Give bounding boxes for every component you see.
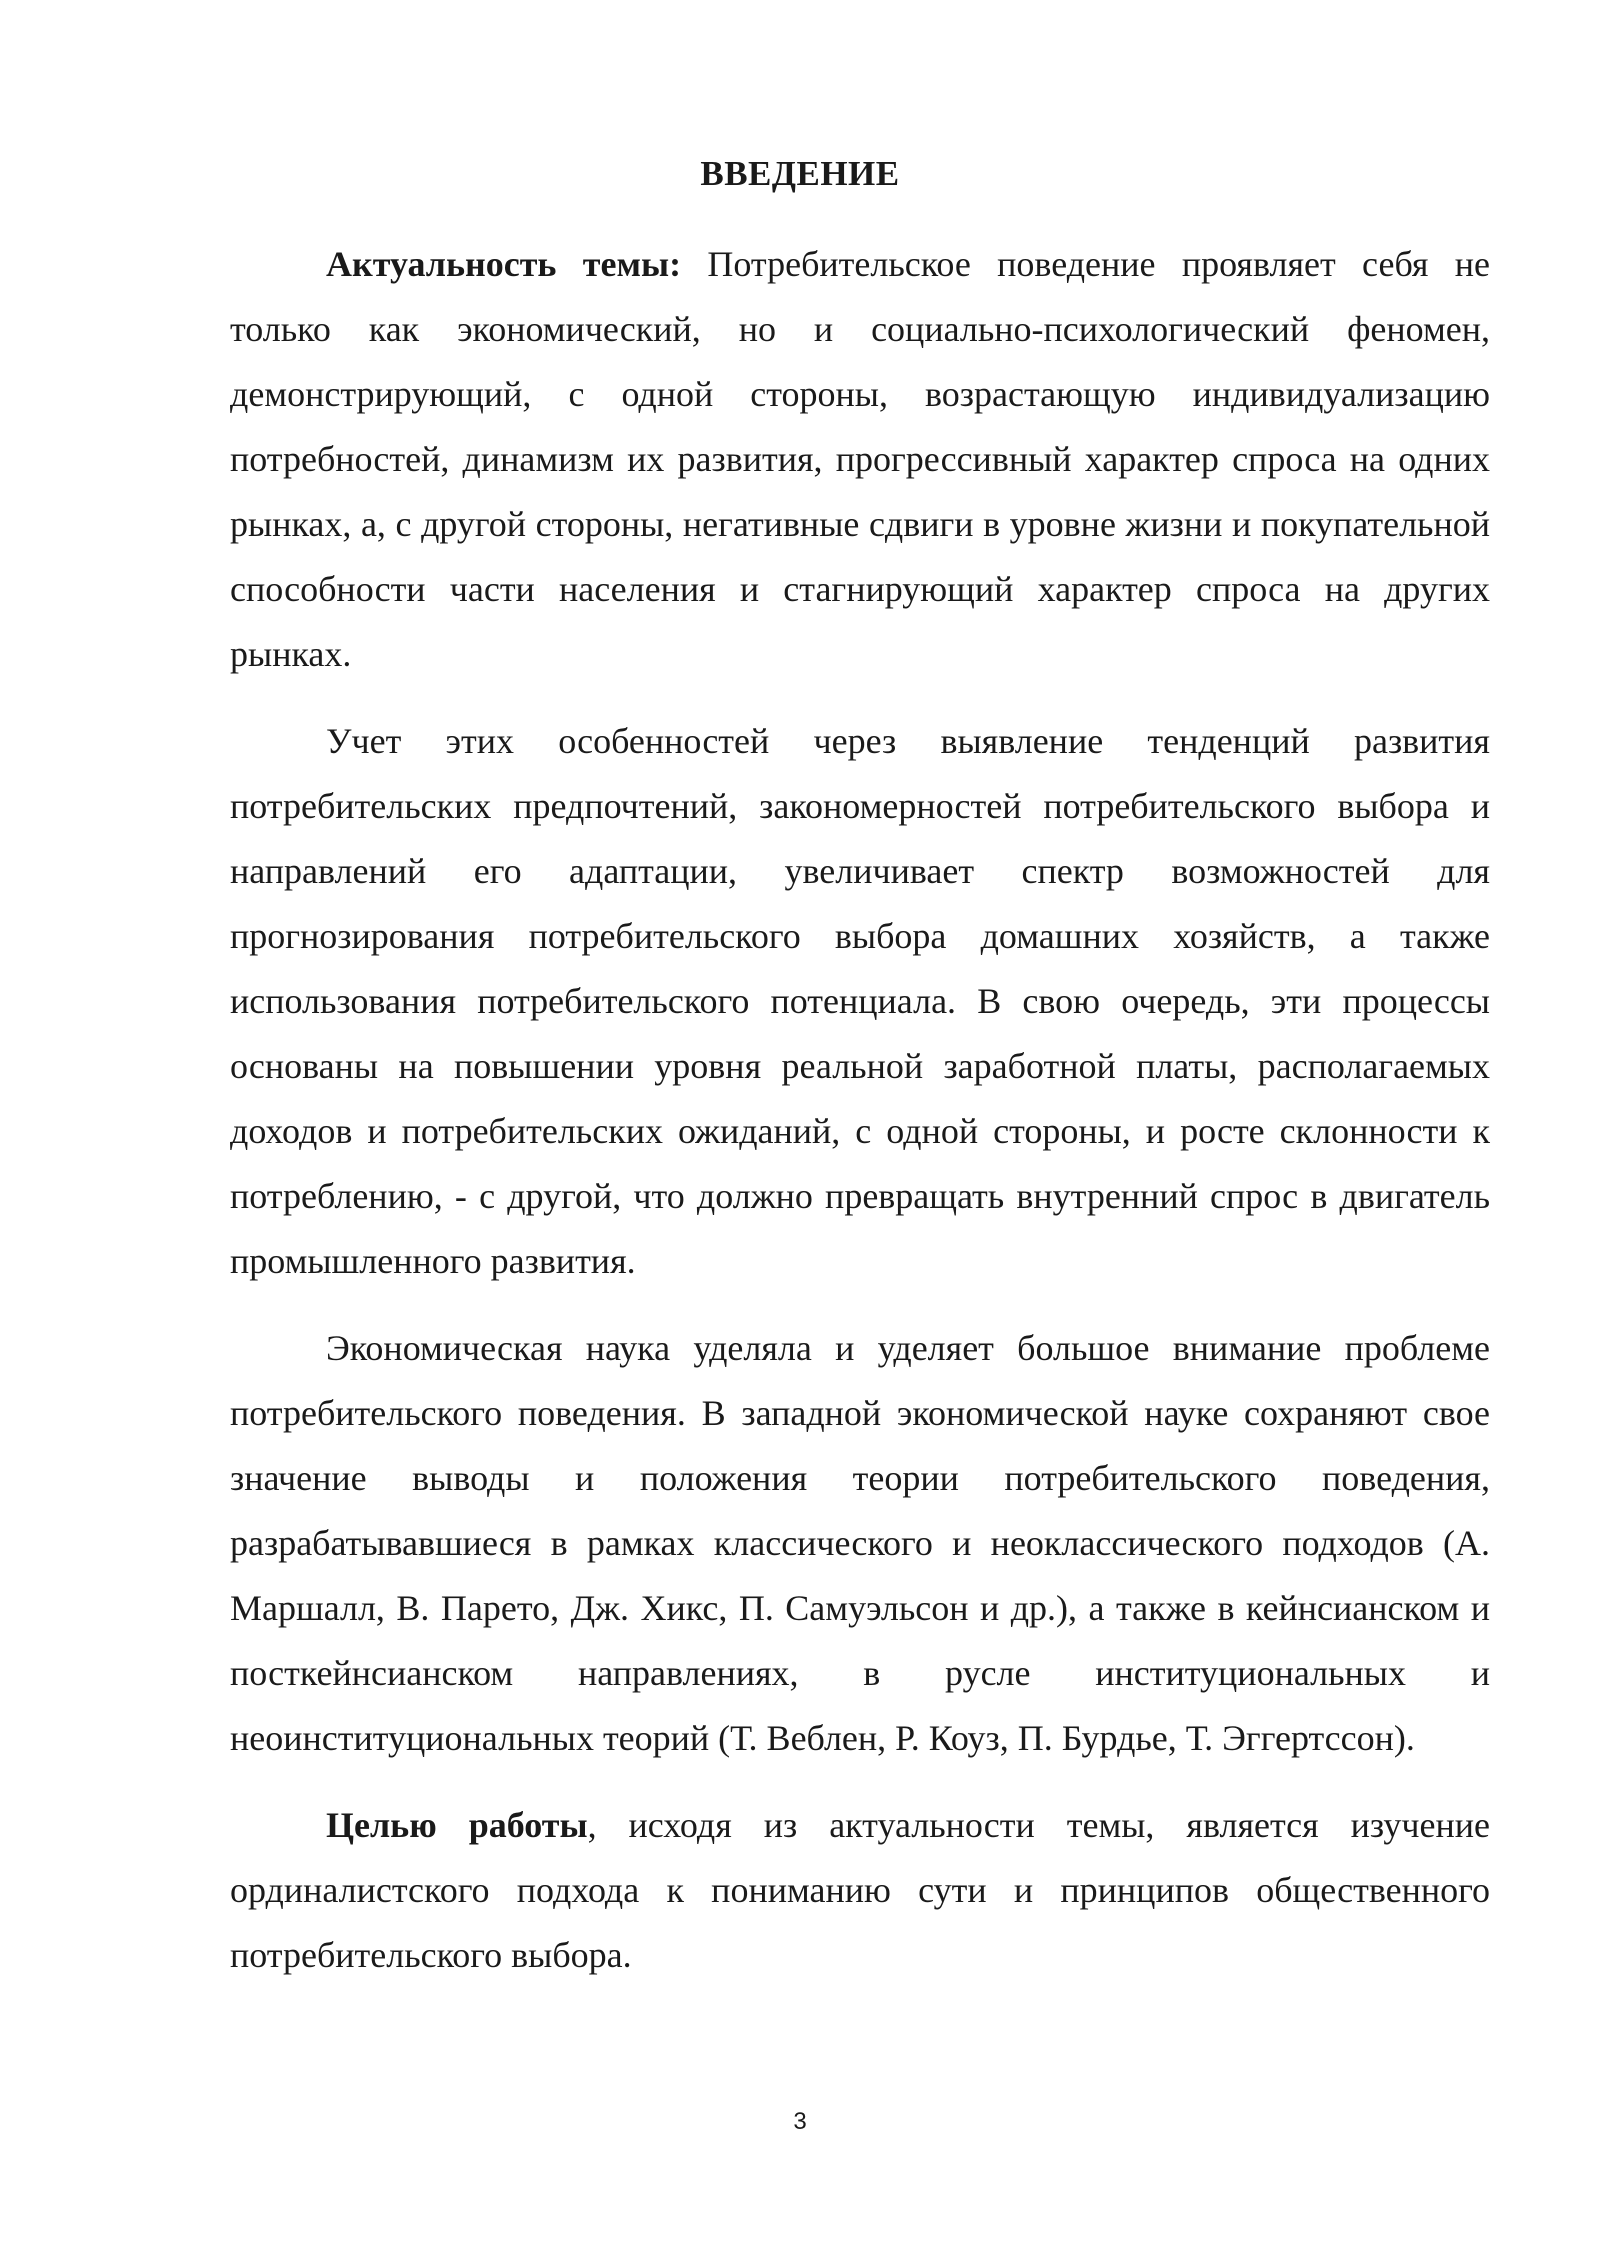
paragraph-relevance bbox=[230, 232, 1490, 687]
paragraph-features bbox=[230, 709, 1490, 1294]
relevance-heading: Актуальность темы: bbox=[326, 244, 682, 284]
body-text bbox=[230, 232, 1490, 2010]
features-text: Учет этих особенностей через выявление тенденций развития потребительских предпочтений, закономерностей потребительского выбора и направлений его адаптации, увеличивает спектр возможностей для прогнозирования потребительского выбора домашних хозяйств, а также использования потребительского потенциала. В свою очередь, эти процессы основаны на повышении уровня реальной заработной платы, располагаемых доходов и потребительских ожиданий, с одной стороны, и росте склонности к потреблению, - с другой, что должно превращать внутренний спрос в двигатель промышленного развития. bbox=[230, 721, 1490, 1281]
goal-heading: Целью работы bbox=[326, 1805, 588, 1845]
page-title: ВВЕДЕНИЕ bbox=[700, 154, 900, 193]
goal-text: , исходя из актуальности темы, является изучение ординалистского подхода к пониманию сути и принципов общественного потребительского выбора. bbox=[230, 1805, 1490, 1975]
paragraph-goal bbox=[230, 1793, 1490, 1988]
page-number: 3 bbox=[793, 2108, 807, 2135]
economic-science-text: Экономическая наука уделяла и уделяет большое внимание проблеме потребительского поведения. В западной экономической науке сохраняют свое значение выводы и положения теории потребительского поведения, разрабатывавшиеся в рамках классического и неоклассического подходов (А. Маршалл, В. Парето, Дж. Хикс, П. Самуэльсон и др.), а также в кейнсианском и посткейнсианском направлениях, в русле институциональных и неоинституциональных теорий (Т. Веблен, Р. Коуз, П. Бурдье, Т. Эггертссон). bbox=[230, 1328, 1490, 1758]
paragraph-economic-science bbox=[230, 1316, 1490, 1771]
relevance-text: Потребительское поведение проявляет себя не только как экономический, но и социально-психологический феномен, демонстрирующий, с одной стороны, возрастающую индивидуализацию потребностей, динамизм их развития, прогрессивный характер спроса на одних рынках, а, с другой стороны, негативные сдвиги в уровне жизни и покупательной способности части населения и стагнирующий характер спроса на других рынках. bbox=[230, 244, 1490, 674]
